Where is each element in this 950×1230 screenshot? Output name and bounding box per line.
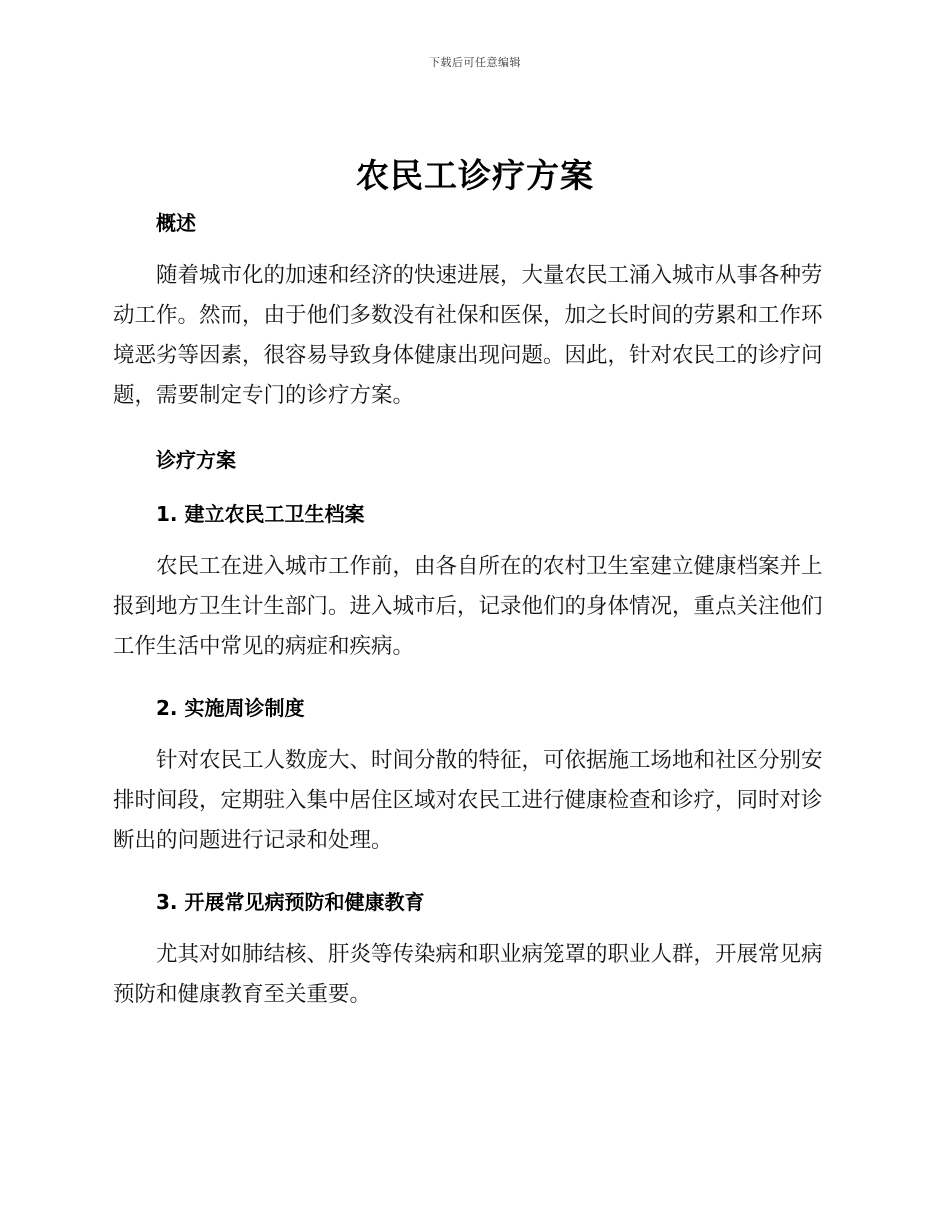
heading-item-3: 3. 开展常见病预防和健康教育 [156,890,425,914]
paragraph-line: 题，需要制定专门的诊疗方案。 [113,383,415,408]
paragraph-line: 动工作。然而，由于他们多数没有社保和医保，加之长时间的劳累和工作环 [113,303,823,328]
paragraph-line: 报到地方卫生计生部门。进入城市后，记录他们的身体情况，重点关注他们 [113,594,823,619]
heading-item-2: 2. 实施周诊制度 [156,696,305,720]
heading-overview: 概述 [156,211,196,235]
paragraph-line: 预防和健康教育至关重要。 [113,982,372,1007]
heading-item-1: 1. 建立农民工卫生档案 [156,502,365,526]
paragraph-line: 断出的问题进行记录和处理。 [113,828,393,853]
paragraph-line: 尤其对如肺结核、肝炎等传染病和职业病笼罩的职业人群，开展常见病 [156,942,823,967]
paragraph-item-3 [113,935,831,1015]
paragraph-line: 境恶劣等因素，很容易导致身体健康出现问题。因此，针对农民工的诊疗问 [113,343,823,368]
paragraph-item-1 [113,547,831,667]
paragraph-item-2 [113,741,831,861]
document-title: 农民工诊疗方案 [356,156,594,195]
paragraph-line: 农民工在进入城市工作前，由各自所在的农村卫生室建立健康档案并上 [156,554,823,579]
header-note: 下载后可任意编辑 [429,56,521,69]
paragraph-overview [113,256,831,416]
paragraph-line: 针对农民工人数庞大、时间分散的特征，可依据施工场地和社区分别安 [156,748,823,773]
paragraph-line: 排时间段，定期驻入集中居住区域对农民工进行健康检查和诊疗，同时对诊 [113,788,823,813]
paragraph-line: 随着城市化的加速和经济的快速进展，大量农民工涌入城市从事各种劳 [156,263,823,288]
paragraph-line: 工作生活中常见的病症和疾病。 [113,634,415,659]
heading-plan: 诊疗方案 [156,448,236,472]
